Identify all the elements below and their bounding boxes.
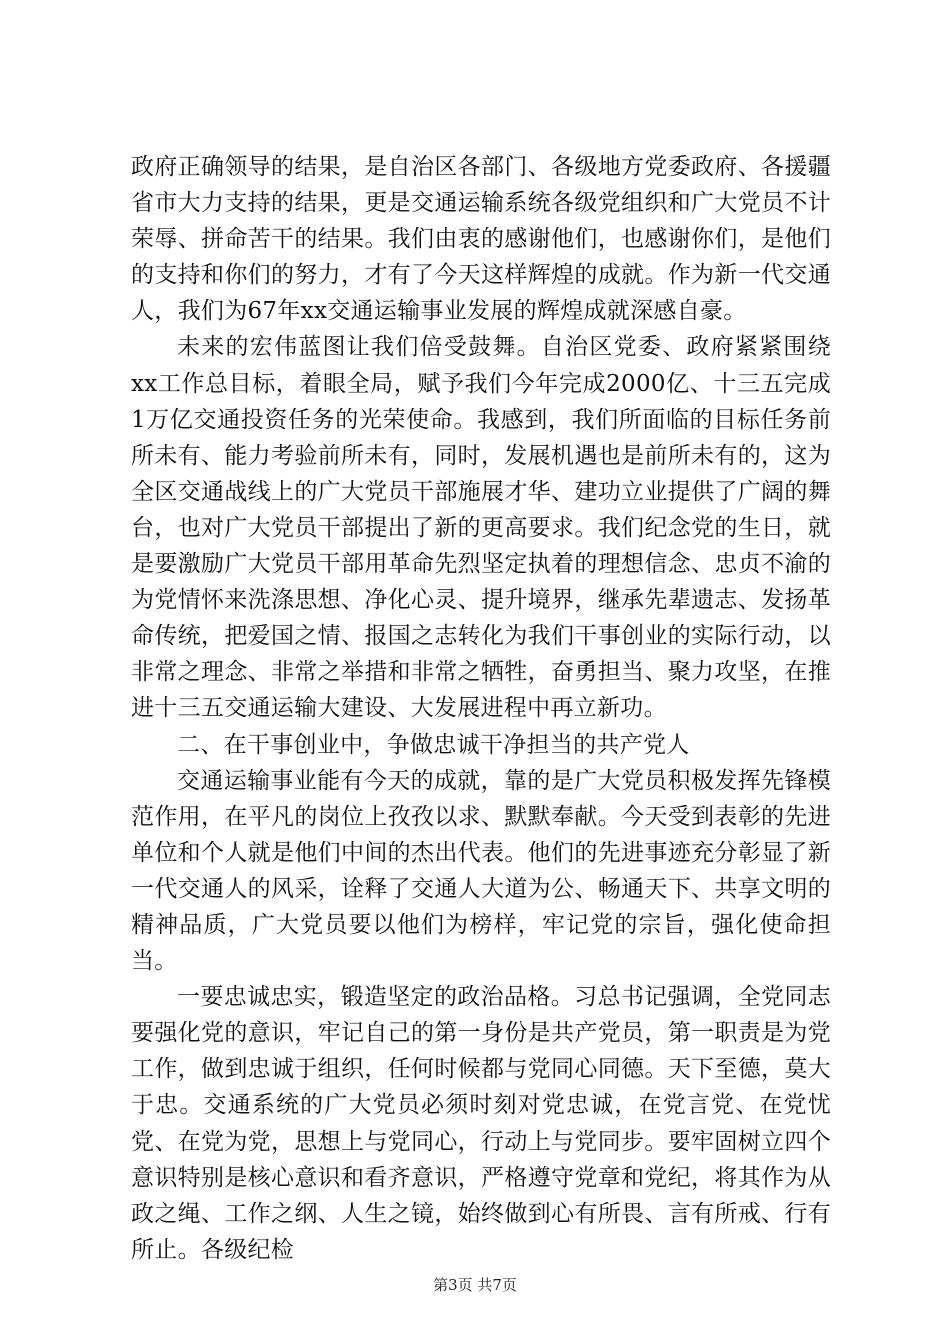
body-text [131,149,831,1268]
paragraph: 交通运输事业能有今天的成就，靠的是广大党员积极发挥先锋模范作用，在平凡的岗位上孜孜以求、默默奉献。今天受到表彰的先进单位和个人就是他们中间的杰出代表。他们的先进事迹充分彰显了新一代交通人的风采，诠释了交通人大道为公、畅通天下、共享文明的精神品质，广大党员要以他们为榜样，牢记党的宗旨，强化使命担当。 [131,767,831,975]
paragraph: 一要忠诚忠实，锻造坚定的政治品格。习总书记强调，全党同志要强化党的意识，牢记自己的第一身份是共产党员，第一职责是为党工作，做到忠诚于组织，任何时候都与党同心同德。天下至德，莫大于忠。交通系统的广大党员必须时刻对党忠诚，在党言党、在党忧党、在党为党，思想上与党同心，行动上与党同步。要牢固树立四个意识特别是核心意识和看齐意识，严格遵守党章和党纪，将其作为从政之绳、工作之纲、人生之镜，始终做到心有所畏、言有所戒、行有所止。各级纪检 [131,984,831,1263]
paragraph: 未来的宏伟蓝图让我们倍受鼓舞。自治区党委、政府紧紧围绕xx工作总目标，着眼全局，赋予我们今年完成2000亿、十三五完成1万亿交通投资任务的光荣使命。我感到，我们所面临的目标任务前所未有、能力考验前所未有，同时，发展机遇也是前所未有的，这为全区交通战线上的广大党员干部施展才华、建功立业提供了广阔的舞台，也对广大党员干部提出了新的更高要求。我们纪念党的生日，就是要激励广大党员干部用革命先烈坚定执着的理想信念、忠贞不渝的为党情怀来洗涤思想、净化心灵、提升境界，继承先辈遗志、发扬革命传统，把爱国之情、报国之志转化为我们干事创业的实际行动，以非常之理念、非常之举措和非常之牺牲，奋勇担当、聚力攻坚，在推进十三五交通运输大建设、大发展进程中再立新功。 [131,334,831,722]
section-heading: 二、在干事创业中，争做忠诚干净担当的共产党人 [177,731,690,758]
paragraph: 政府正确领导的结果，是自治区各部门、各级地方党委政府、各援疆省市大力支持的结果，更是交通运输系统各级党组织和广大党员不计荣辱、拼命苦干的结果。我们由衷的感谢他们，也感谢你们，是他们的支持和你们的努力，才有了今天这样辉煌的成就。作为新一代交通人，我们为67年xx交通运输事业发展的辉煌成就深感自豪。 [131,154,831,325]
page-number: 第3页 共7页 [433,1276,517,1294]
